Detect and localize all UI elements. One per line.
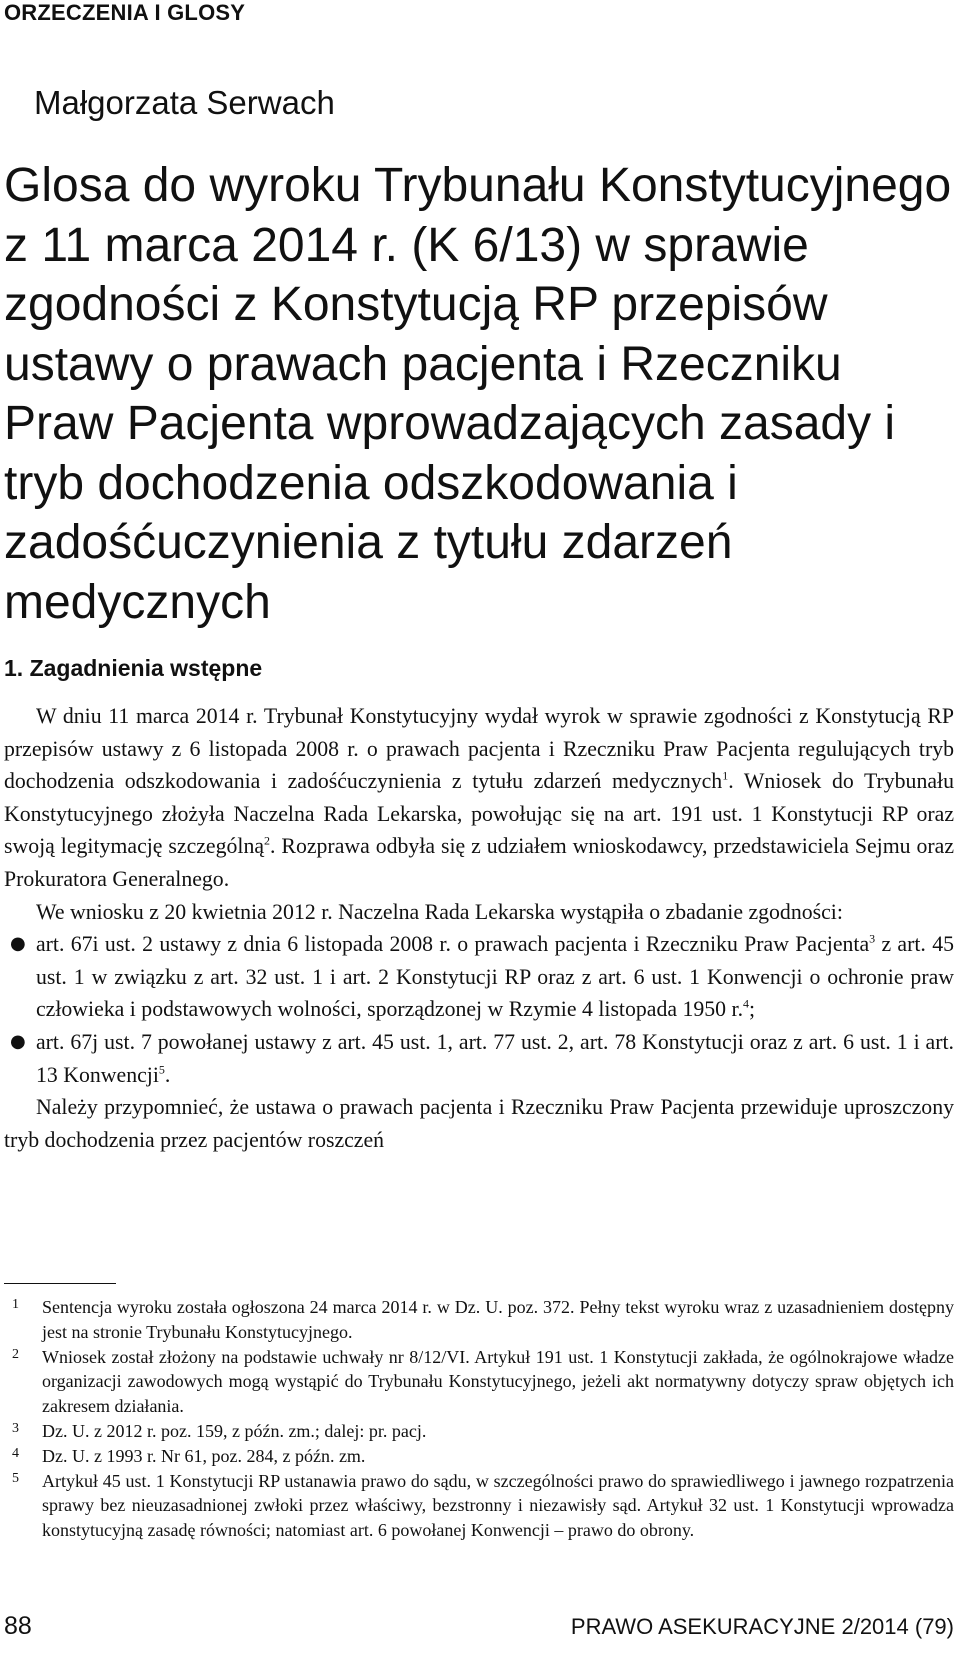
bullet-icon: ●: [10, 1030, 26, 1052]
footnote-text: Sentencja wyroku została ogłoszona 24 marca 2014 r. w Dz. U. poz. 372. Pełny tekst wyroku wraz z uzasadnieniem dostępny jest na stronie Trybunału Konstytucyjnego.: [42, 1297, 954, 1342]
section-heading: 1. Zagadnienia wstępne: [4, 655, 263, 681]
footnote: [4, 1469, 954, 1543]
footnote-number: 1: [12, 1297, 19, 1312]
list-item-text: art. 67i ust. 2 ustawy z dnia 6 listopada 2008 r. o prawach pacjenta i Rzeczniku Praw Pacjenta: [36, 932, 870, 957]
list-item-text: z art. 45 ust. 1 w związku z art. 32 ust. 1 i art. 2 Konstytucji RP oraz z art. 6 ust. 1 Konwencji o ochronie praw człowieka i podstawowych wolności, sporządzonej w Rzymie 4 listopada 1950 r.: [36, 932, 954, 1022]
list-item: [4, 1026, 954, 1091]
footnote-text: Dz. U. z 2012 r. poz. 159, z późn. zm.; dalej: pr. pacj.: [42, 1420, 427, 1441]
footnote-text: Dz. U. z 1993 r. Nr 61, poz. 284, z późn. zm.: [42, 1445, 366, 1466]
paragraph-text: W dniu 11 marca 2014 r. Trybunał Konstytucyjny wydał wyrok w sprawie zgodności z Konstytucją RP przepisów ustawy z 6 listopada 2008 r. o prawach pacjenta i Rzeczniku Praw Pacjenta regulujących tryb dochodzenia odszkodowania i zadośćuczynienia z tytułu zdarzeń medycznych: [4, 704, 954, 794]
footnote: [4, 1444, 954, 1469]
journal-name: PRAWO ASEKURACYJNE 2/2014 (79): [570, 1614, 954, 1639]
body-paragraph: [4, 700, 954, 896]
paragraph-text: . Rozprawa odbyła się z udziałem wnioskodawcy, przedstawiciela Sejmu oraz Prokuratora Generalnego.: [4, 834, 954, 891]
article-body: [4, 700, 954, 1156]
footnote-text: Wniosek został złożony na podstawie uchwały nr 8/12/VI. Artykuł 191 ust. 1 Konstytucji zakłada, że ogólnokrajowe władze organizacji zawodowych mogą wystąpić do Trybunału Konstytucyjnego, jeżeli akt normatywny dotyczy spraw objętych ich zakresem działania.: [42, 1346, 954, 1417]
footnotes: [4, 1295, 954, 1543]
article-title: Glosa do wyroku Trybunału Konstytucyjnego z 11 marca 2014 r. (K 6/13) w sprawie zgodności z Konstytucją RP przepisów ustawy o prawach pacjenta i Rzeczniku Praw Pacjenta wprowadzających zasady i tryb dochodzenia odszkodowania i zadośćuczynienia z tytułu zdarzeń medycznych: [4, 159, 952, 629]
paragraph-text: . Wniosek do Trybunału Konstytucyjnego złożyła Naczelna Rada Lekarska, powołując się na art. 191 ust. 1 Konstytucji RP oraz swoją legitymację szczególną: [4, 769, 954, 859]
list-item: [4, 928, 954, 1026]
footnote-number: 2: [12, 1346, 19, 1362]
footnote-ref: 2: [264, 834, 271, 849]
footnote-ref: 5: [158, 1062, 165, 1077]
section-header: ORZECZENIA I GLOSY: [4, 0, 246, 25]
body-paragraph: We wniosku z 20 kwietnia 2012 r. Naczelna Rada Lekarska wystąpiła o zbadanie zgodności:: [36, 899, 843, 924]
footnote-divider: [4, 1283, 116, 1284]
list-item-text: ;: [749, 997, 756, 1022]
footnote-number: 3: [12, 1420, 19, 1436]
footnote-number: 5: [12, 1470, 19, 1486]
list-item-text: art. 67j ust. 7 powołanej ustawy z art. 45 ust. 1, art. 77 ust. 2, art. 78 Konstytucji oraz z art. 6 ust. 1 i art. 13 Konwencji: [36, 1029, 954, 1087]
footnote-ref: 4: [743, 997, 750, 1012]
footnote-ref: 3: [869, 931, 876, 946]
footnote: [4, 1295, 954, 1345]
footnote-text: Artykuł 45 ust. 1 Konstytucji RP ustanawia prawo do sądu, w szczególności prawo do sprawiedliwego i jawnego rozpatrzenia sprawy bez nieuzasadnionej zwłoki przez właściwy, bezstronny i niezawisły sąd. Artykuł 32 ust. 1 Konstytucji wprowadza konstytucyjną zasadę równości; natomiast art. 6 powołanej Konwencji – prawo do obrony.: [42, 1470, 954, 1541]
list-item-text: .: [164, 1062, 171, 1087]
article-author: Małgorzata Serwach: [34, 84, 335, 121]
footnote-number: 4: [12, 1445, 19, 1461]
footnote: [4, 1345, 954, 1419]
bullet-icon: ●: [10, 933, 26, 955]
footnote-ref: 1: [722, 768, 729, 783]
bullet-list: [4, 928, 954, 1091]
footnote: [4, 1419, 954, 1444]
body-paragraph: Należy przypomnieć, że ustawa o prawach pacjenta i Rzeczniku Praw Pacjenta przewiduje uproszczony tryb dochodzenia przez pacjentów roszczeń: [4, 1095, 954, 1152]
page-number: 88: [4, 1612, 32, 1640]
